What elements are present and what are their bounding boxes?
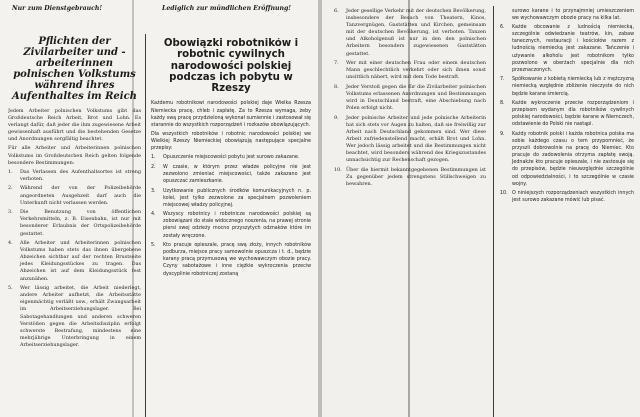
polish-intro-2: Dla wszystkich robotników i robotnic narodowości polskiej we Wielkiej Rzeszy Niemieckiej obowiązują następujące specjalne przepisy: — [151, 131, 311, 152]
polish-column-right — [500, 8, 634, 417]
polish-rule-item: 8. Każde wykroczenie przeciw rozporządzeniom i przepisom wydanym dla robotników cywilnych polskiej narodowości, będzie karane w Niemczech, odstawienie do Polski nie nastąpi. — [500, 101, 634, 128]
german-rule-item: 10. Über die hiermit bekanntgegebenen Bestimmungen ist Zu gegenüber jedem strengstens Stillschweigen zu bewahren. — [334, 166, 486, 188]
german-column-left — [8, 36, 141, 417]
polish-rule-item: 5. Kto pracuje opieszale, pracę swą złoży, innych robotników podburza, miejsce pracy samowolnie opuszcza i t. d., będzie karany pracą przymusową we wychowawczym obozie pracy. Czyny sabotażowe i inne ciężkie wykroczenia przeciw dyscyplinie robotniczej zostaną — [151, 243, 311, 277]
document-page-left — [0, 0, 318, 417]
polish-continuation: surowo karane i to przynajmniej umieszczeniem we wychowawczym obozie pracy na kilka lat. — [512, 9, 634, 22]
german-rule-item: 6. Jeder gesellige Verkehr mit der deutschen Bevölkerung, insbesondere der Besuch von Theatern, Kinos, Tanzvergnügen, Gaststätten und Kirchen, gemeinsam mit der deutschen Bevölkerung, ist verboten. Tanzen und Alkoholgenuß ist nur in den den polnischen Arbeitern besonders zugewiesenen Gaststätten gestattet. — [334, 8, 486, 57]
polish-rule-item: 9. Każdy robotnik polski i każda robotnica polska ma sobie każdego czasu o tem przypomnieć, że przyszli dobrowolnie na pracę do Niemiec. Kto pracuje do zadowolenia otrzyma zapłatę swoją. Jednakże kto pracuje opieszale, i nie zastosuje się do przepisów, będzie nieuwzględnie szczególnie od odpowiedzialności, i to szczególnie w czasie wojny. — [500, 132, 634, 187]
german-title: Pflichten der Zivilarbeiter und -arbeiterinnen polnischen Volkstums während ihres Aufenthaltes im Reich — [12, 36, 137, 102]
german-rule-item: 8. Jeder Verstoß gegen die für die Zivilarbeiter polnischen Volkstums erlassenen Anordnungen und Bestimmungen wird in Deutschland bestraft, eine Abschiebung nach Polen erfolgt nicht. — [334, 83, 486, 112]
document-page-right — [322, 0, 640, 417]
german-rule-item: 1. Das Verlassen des Aufenthaltsortes ist streng verboten. — [8, 168, 141, 182]
german-rule-item: 7. Wer mit einer deutschen Frau oder einem deutschen Mann geschlechtlich verkehrt oder sich ihnen sonst unsittlich nähert, wird mit dem Tode bestraft. — [334, 60, 486, 81]
polish-rule-item: 7. Spółkowanie z kobietą niemiecką lub z mężczyzną niemiecką względnie zbliżenie nieczyste do nich będzie karane śmiercią. — [500, 77, 634, 97]
header-oral-announcement: Lediglich zur mündlichen Eröffnung! — [162, 5, 292, 12]
german-intro-1: Jedem Arbeiter polnischen Volkstums gibt das Großdeutsche Reich Arbeit, Brot und Lohn. Es verlangt dafür, daß jeder die ihm zugewiesene Arbeit gewissenhaft ausführt und die bestehenden Gesetze und Anordnungen sorgfältig beachtet. — [8, 108, 141, 143]
polish-rule-item: 10. O niniejszych rozporządzeniach wszystkich innych jest surowo zakazane mówić lub pisać. — [500, 191, 634, 204]
polish-intro-1: Każdemu robotnikowi narodowości polskiej daje Wielka Rzesza Niemiecka pracę, chleb i zapłatę. Za to Rzesza wymaga, żeby każdy swą pracę przydzieloną wykonał sumiennie i zastosował się starannie do wszystkich rozporządzeń i rozkazów obowiązujących. — [151, 101, 311, 128]
german-rule-item: 9. Jeder polnische Arbeiter und jede polnische Arbeiterin hat sich stets vor Augen zu halten, daß sie freiwillig zur Arbeit nach Deutschland gekommen sind. Wer diese Arbeit zufriedenstellend macht, erhält Brot und Lohn. Wer jedoch lässig arbeitet und die Bestimmungen nicht beachtet, wird besonders während des Kriegszustandes unnachsichtig zur Rechenschaft gezogen. — [334, 114, 486, 164]
polish-rule-item: 1. Opuszczenie miejscowości pobytu jest surowo zakazane. — [151, 155, 300, 161]
column-divider — [493, 6, 494, 417]
polish-rule-item: 6. Każde obcowanie z ludnością niemiecką, szczególnie odwiedzanie teatrów, kin, zabaw tanecznych, restauracji i kościołów razem z ludnością niemiecką jest zakazane. Tańczenie i używanie alkoholu jest robotnikom tylko pozwolono w oberżach specjalnie dla nich przeznaczonych. — [500, 25, 634, 73]
german-column-right — [334, 8, 486, 417]
polish-rule-item: 2. W czasie, w którym przez władze policyjne nie jest zezwolono zmieniać miejscowości, także zakazano jest opuszczać zamieszkanie. — [151, 164, 311, 184]
header-for-official-use: Nur zum Dienstgebrauch! — [12, 5, 103, 12]
german-rule-item: 3. Die Benutzung von öffentlichen Verkehrsmitteln, z. B. Eisenbahn, ist nur mit besonderer Erlaubnis der Ortspolizeibehörde gestattet. — [8, 209, 141, 237]
german-intro-2: Für alle Arbeiter und Arbeiterinnen polnischen Volkstums im Großdeutschen Reich gelten folgende besondere Bestimmungen: — [8, 145, 141, 166]
german-rule-item: 4. Alle Arbeiter und Arbeiterinnen polnischen Volkstums haben stets das ihnen übergebene Abzeichen sichtbar auf der rechten Brustseite jedes Kleidungsstückes zu tragen. Das Abzeichen ist auf dem Kleidungsstück fest anzunähen. — [8, 240, 141, 282]
polish-rule-item: 3. Uzytkowanie publicznych środków komunikacyjnych n. p. kolei, jest tylko zezwolone za specjalnem pozwoleniem miejscowej władzy policyjnej. — [151, 188, 311, 208]
german-rule-item: 2. Während der von der Polizeibehörde angeordneten Ausgehzeit darf auch die Unterkunft nicht verlassen werden. — [8, 185, 141, 206]
polish-column-left — [151, 38, 311, 417]
german-rule-item: 5. Wer lässig arbeitet, die Arbeit niederlegt, andere Arbeiter aufhetzt, die Arbeitsstätte eigenmächtig verläßt usw., erhält Zwangsarbeit im Arbeitserziehungslager. Bei Sabotagehandlungen und anderen schweren Verstößen gegen die Arbeitsdisziplin erfolgt schwerste Bestrafung, mindestens eine mehrjährige Unterbringung in einem Arbeitserziehungslager. — [8, 285, 141, 348]
polish-title: Obowiązki robotników i robotnic cywilnych narodowości polskiej podczas ich pobytu w Rzeszy — [163, 38, 299, 95]
polish-rule-item: 4. Wszyscy robotnicy i robotnicze narodowości polskiej są zobowiązani do stale widocznego noszenia, na prawej stronie piersi swej odzieży mocno przyszytych odznaków które im zostały wręczone. — [151, 212, 311, 239]
column-divider — [145, 34, 146, 417]
